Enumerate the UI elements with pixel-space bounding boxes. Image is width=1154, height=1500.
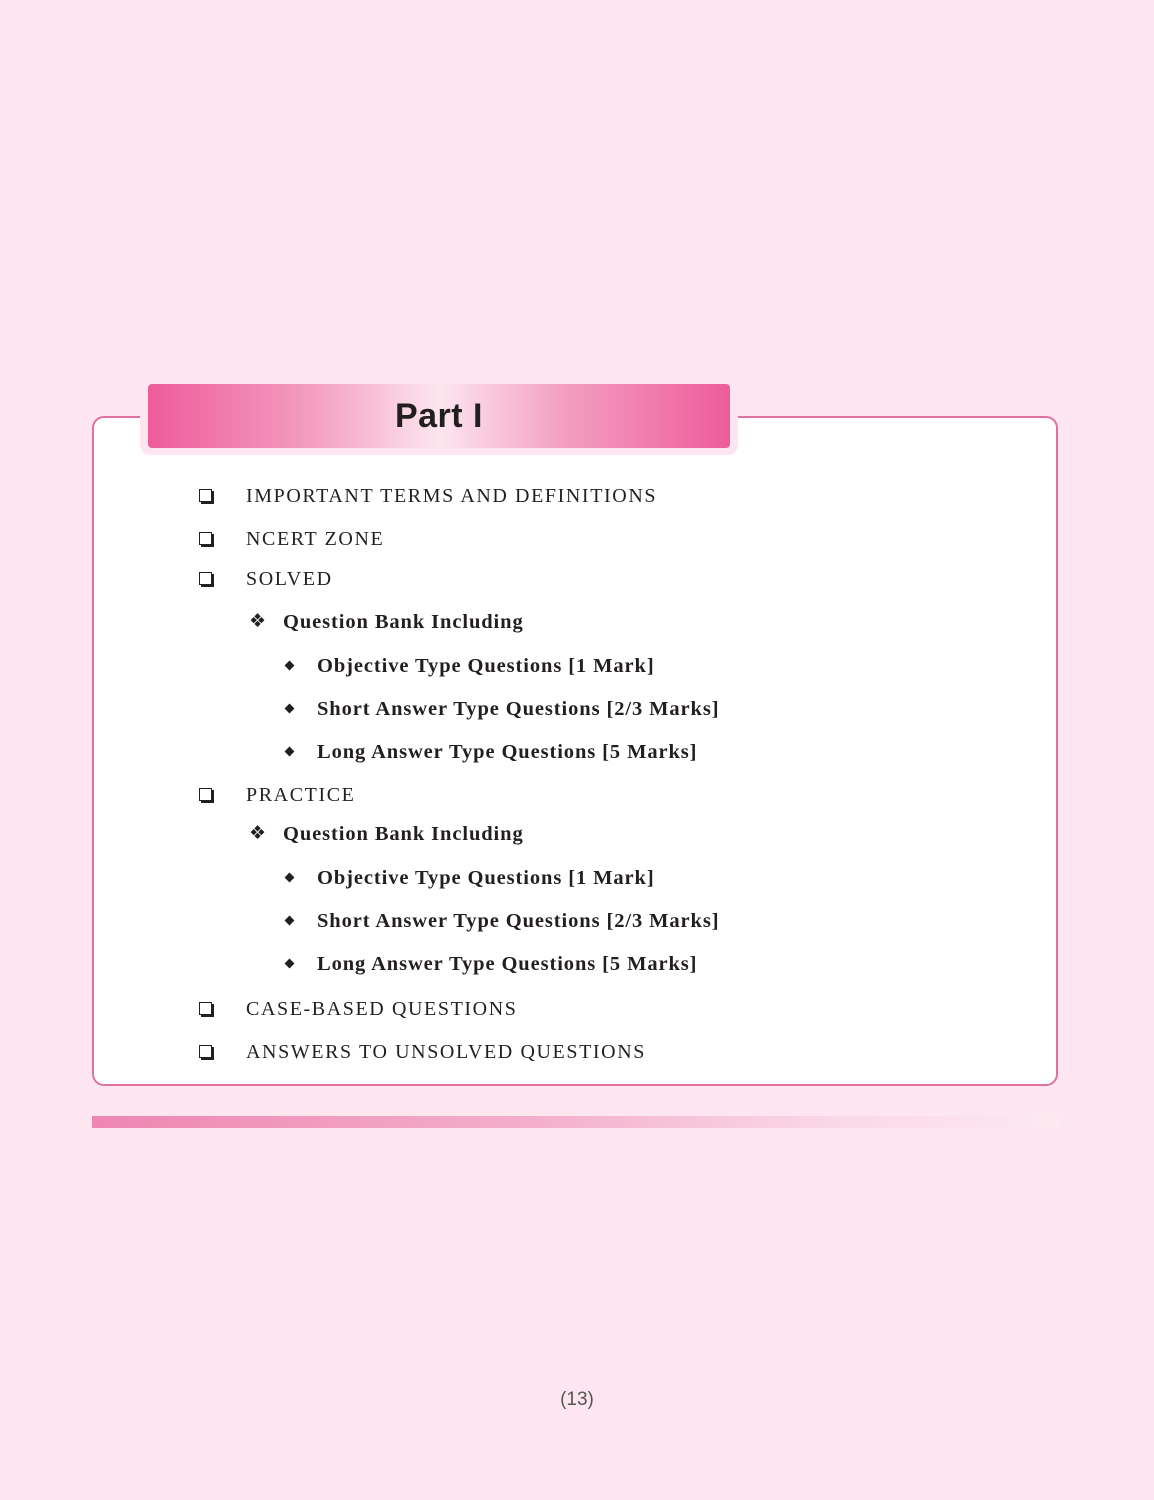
list-item-label: Objective Type Questions [1 Mark] [317,654,655,677]
page-number: (13) [560,1389,594,1410]
four-diamond-star-icon: ❖ [249,610,267,632]
list-item-terms [199,484,657,508]
checkbox-icon [199,1002,212,1015]
list-item-label: Long Answer Type Questions [5 Marks] [317,952,698,975]
list-item-solved-bank [249,609,524,635]
list-item-practice-objective [285,865,655,891]
diamond-bullet-icon [285,873,295,883]
list-item-practice-short [285,908,719,934]
list-item-solved [199,567,333,591]
list-item-label: Question Bank Including [283,822,524,845]
checkbox-icon [199,489,212,502]
diamond-bullet-icon [285,661,295,671]
list-item-practice-long [285,951,697,977]
diamond-bullet-icon [285,704,295,714]
list-item-practice-bank [249,821,524,847]
list-item-solved-long [285,739,697,765]
part-title: Part I [394,396,484,435]
list-item-label: ANSWERS TO UNSOLVED QUESTIONS [246,1040,646,1063]
part-title-banner [148,384,730,448]
list-item-label: Short Answer Type Questions [2/3 Marks] [317,909,720,932]
list-item-label: NCERT ZONE [246,527,385,550]
list-item-label: Long Answer Type Questions [5 Marks] [317,740,698,763]
list-item-label: SOLVED [246,567,333,590]
checkbox-icon [199,532,212,545]
list-item-label: PRACTICE [246,783,356,806]
list-item-label: IMPORTANT TERMS AND DEFINITIONS [246,484,658,507]
list-item-solved-short [285,696,719,722]
four-diamond-star-icon: ❖ [249,822,267,844]
list-item-answers [199,1040,646,1064]
diamond-bullet-icon [285,916,295,926]
checkbox-icon [199,572,212,585]
list-item-label: Objective Type Questions [1 Mark] [317,866,655,889]
diamond-bullet-icon [285,959,295,969]
diamond-bullet-icon [285,747,295,757]
list-item-label: CASE-BASED QUESTIONS [246,997,518,1020]
decorative-gradient-strip [92,1116,1060,1128]
list-item-label: Short Answer Type Questions [2/3 Marks] [317,697,720,720]
checkbox-icon [199,788,212,801]
list-item-label: Question Bank Including [283,610,524,633]
checkbox-icon [199,1045,212,1058]
list-item-solved-objective [285,653,655,679]
list-item-case-based [199,997,517,1021]
list-item-practice [199,783,355,807]
list-item-ncert [199,527,384,551]
